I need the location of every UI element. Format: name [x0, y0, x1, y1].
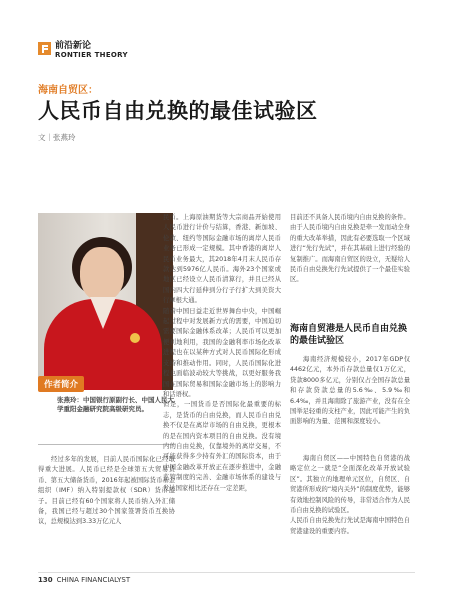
column-label-group [55, 41, 128, 59]
body-column-2: 民币。上海原油期货等大宗商品开始使用人民币进行计价与结算，香港、新加坡、伦敦、纽约等国际金融市场的离岸人民币业务已形成一定规模。其中香港的离岸人民币业务最大，其2018年4月末人民币存款达到5976亿人民币。海外23个国家或地区已经设立人民币清算行，并且已经从国内四大行延伸到分行子行扩大到美资大行摩根大通。 随着中国日益走近世界舞台中央，中国崛起过程中对发展新方式的需要，中国迫切需要国际金融体系改革；人民币可以更加便利地利用，我国的金融利率市场化改革进程也在以某种方式对人民币国际化形成支持和推动作用。同时，人民币国际化进程也面临波动较大等挑战，以更好服务我国在国际贸易和国际金融市场上的影响力和话语权。 但是，一国货币是否国际化最重要的标志，是货币的自由兑换，而人民币自由兑换不仅是在离岸市场的自由兑换，更根本的是在国内资本项目的自由兑换。没有境内的自由兑换，仅靠境外的离岸交易，不可能获得多少持有外汇的国际资本，由于中国金融改革开放正在逐步推进中，金融监管制度的完善、金融市场体系的建设与发达国家相比还存在一定差距， [163, 214, 281, 492]
body-column-3-section-b: 海南自贸区——中国特色自贸港的战略定位之一就是“全面深化改革开放试验区”。其独立的地理单元区位，自贸区、自贸港所形成的“境内关外”的制度优势，能够有效地控制风险的传导，非常适合作为人民币自由兑换的试验区。 人民币自由兑换先行先试是海南中国特色自贸港建设的重要内容。 [290, 455, 410, 535]
article-category: 海南自贸区： [38, 85, 98, 96]
column-name: 前沿新论 [55, 41, 92, 51]
section-subheading: 海南自贸港是人民币自由兑换的最佳试验区 [290, 324, 408, 346]
bio-divider [38, 444, 175, 445]
page-number: 130 [38, 576, 53, 584]
body-column-1: 经过多年的发展，目前人民币国际化已经取得重大进展。人民币已经是全球第五大贸易货币、第五大储备货币，2016年起被国际货币基金组织（IMF）纳入特别提款权（SDR）货币篮子。目前已经有60个国家将人民币纳入外汇储备，我国已经与超过30个国家签署货币互换协议，总规模达到3.33万亿元人 [38, 456, 175, 526]
column-header [38, 41, 128, 59]
article-author: 文｜张燕玲 [38, 133, 76, 142]
author-bio: 张燕玲：中国银行原副行长、中国人民大学重阳金融研究院高级研究员。 [57, 396, 174, 413]
footer-divider [38, 572, 415, 573]
photo-brooch [130, 333, 140, 343]
author-photo [38, 213, 173, 390]
body-column-3: 目前还不具备人民币境内自由兑换的条件。 由于人民币境内自由兑换是牵一发而动全身的重大改革举措，因此有必要选取一个区域进行“先行先试”，并在其基础上进行经验的复制推广。而海南自贸区的设立，无疑给人民币自由兑换先行先试提供了一个最佳实验区。 [290, 214, 410, 284]
body-column-3-section-a: 海南经济规模较小，2017年GDP仅4462亿元，本外币存款总量仅1万亿元，贷款8000多亿元，分别仅占全国存款总量和存款贷款总量的5.6‰、5.9‰和6.4‰，并且海南除了旅游产业，没有在全国举足轻重的支柱产业，因此可能产生的负面影响的为量、范围和深度较小。 [290, 356, 410, 426]
column-logo-icon [38, 42, 51, 55]
author-intro-badge: 作者简介 [38, 376, 84, 392]
column-name-english: RONTIER THEORY [55, 51, 128, 59]
article-title: 人民币自由兑换的最佳试验区 [38, 99, 318, 123]
page-footer [38, 576, 130, 584]
magazine-name: CHINA FINANCIALYST [56, 576, 131, 584]
photo-face [80, 247, 124, 301]
